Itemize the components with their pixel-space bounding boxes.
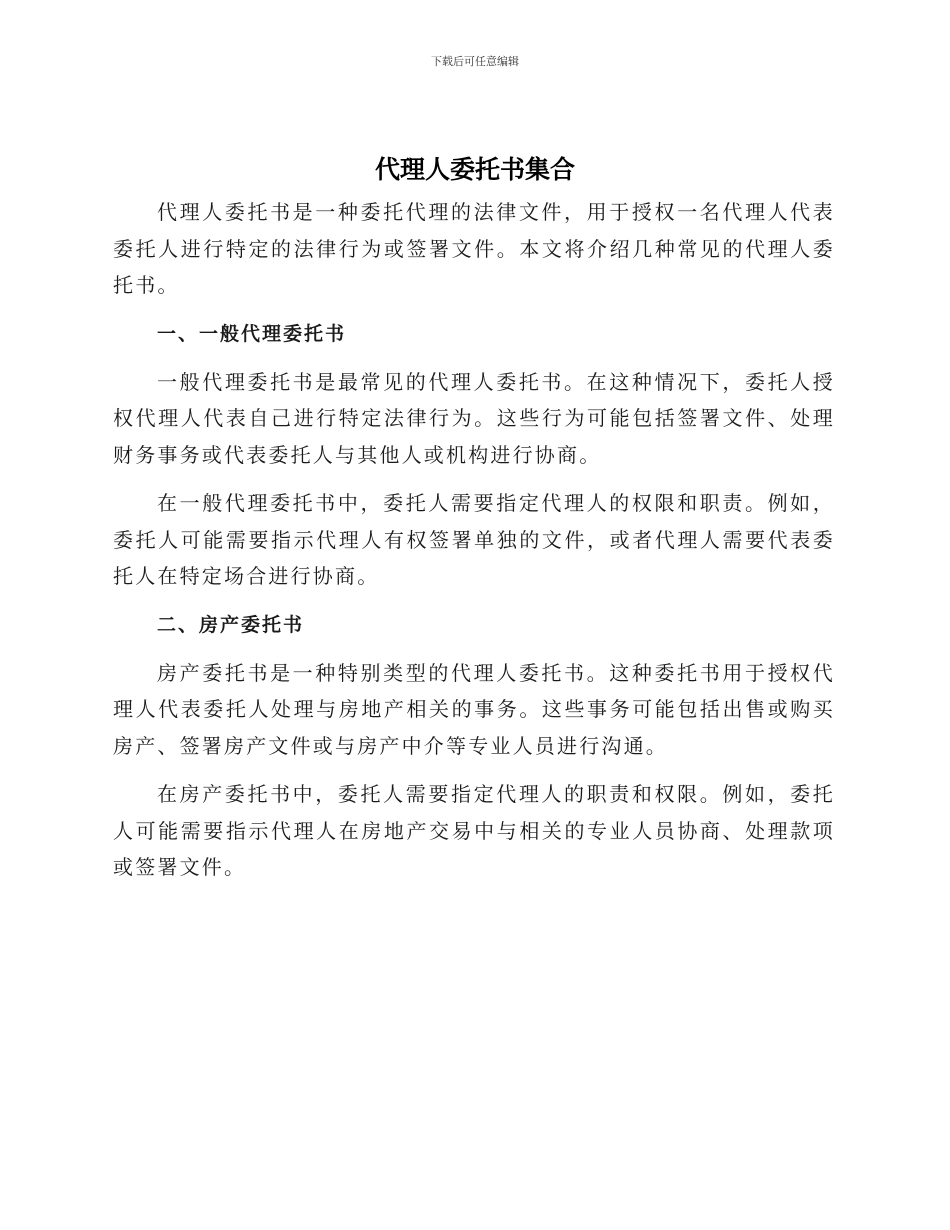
section-paragraph: 在一般代理委托书中，委托人需要指定代理人的权限和职责。例如，委托人可能需要指示代理人有权签署单独的文件，或者代理人需要代表委托人在特定场合进行协商。 xyxy=(113,491,835,588)
section-heading: 一、一般代理委托书 xyxy=(157,322,347,345)
section-paragraph: 一般代理委托书是最常见的代理人委托书。在这种情况下，委托人授权代理人代表自己进行特定法律行为。这些行为可能包括签署文件、处理财务事务或代表委托人与其他人或机构进行协商。 xyxy=(113,369,835,467)
document-title: 代理人委托书集合 xyxy=(374,155,575,184)
section-heading: 二、房产委托书 xyxy=(157,613,305,636)
document-body xyxy=(113,194,835,898)
header-note: 下载后可任意编辑 xyxy=(431,55,519,68)
section-paragraph: 在房产委托书中，委托人需要指定代理人的职责和权限。例如，委托人可能需要指示代理人在房地产交易中与相关的专业人员协商、处理款项或签署文件。 xyxy=(113,782,835,879)
section-paragraph: 房产委托书是一种特别类型的代理人委托书。这种委托书用于授权代理人代表委托人处理与房地产相关的事务。这些事务可能包括出售或购买房产、签署房产文件或与房产中介等专业人员进行沟通。 xyxy=(113,660,835,758)
intro-paragraph: 代理人委托书是一种委托代理的法律文件，用于授权一名代理人代表委托人进行特定的法律行为或签署文件。本文将介绍几种常见的代理人委托书。 xyxy=(113,200,835,297)
